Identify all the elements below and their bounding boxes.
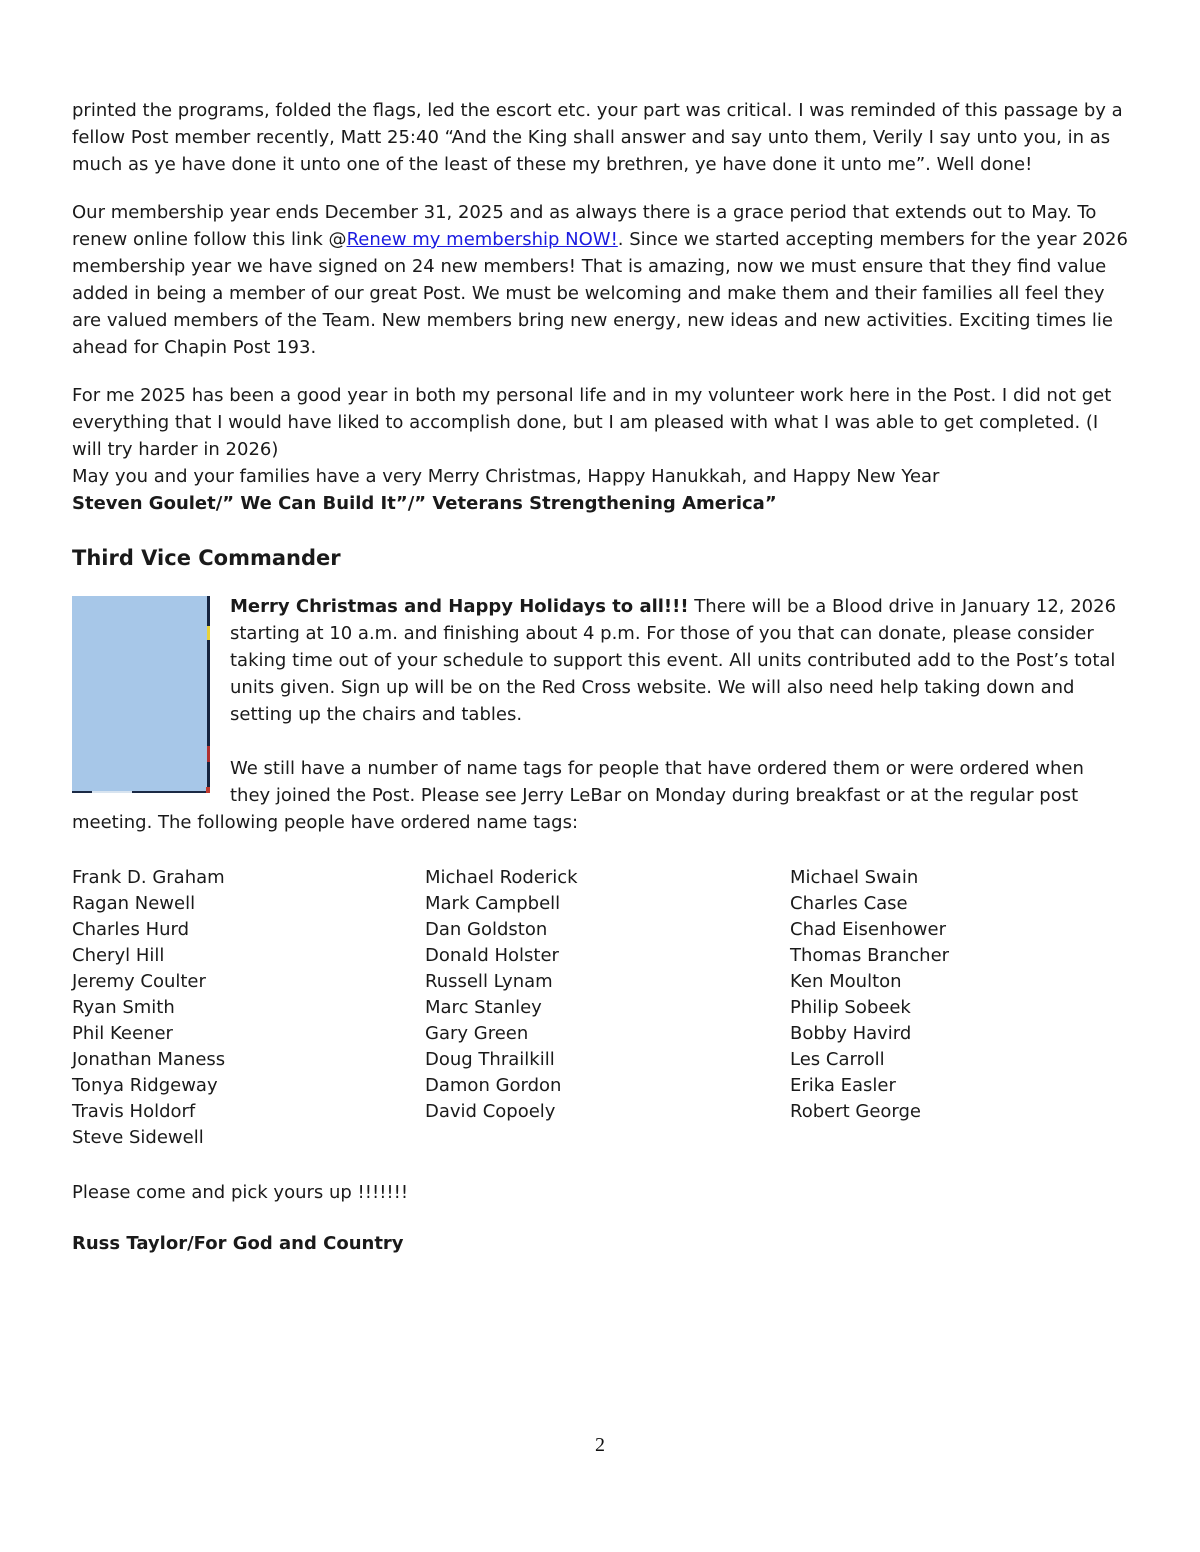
name-list-item: Steve Sidewell: [72, 1127, 204, 1148]
name-list-item: Frank D. Graham: [72, 867, 225, 888]
photo-bottom-mark: [92, 791, 132, 793]
name-list-item: Tonya Ridgeway: [72, 1075, 218, 1096]
signature-russ-taylor: Russ Taylor/For God and Country: [72, 1233, 404, 1254]
paragraph-year-review: For me 2025 has been a good year in both my personal life and in my volunteer work here in the Post. I did not get everything that I would have liked to accomplish done, but I am pleased with what I was able to get completed. (I will try harder in 2026): [72, 385, 1112, 460]
name-list-item: Charles Hurd: [72, 919, 190, 940]
name-list-item: Les Carroll: [790, 1049, 885, 1070]
name-list-item: Ryan Smith: [72, 997, 175, 1018]
name-list-item: Russell Lynam: [425, 971, 553, 992]
paragraph-nametags: We still have a number of name tags for people that have ordered them or were ordered when they joined the Post. Please see Jerry LeBar on Monday during breakfast or at the regular post meeting. The following people have ordered name tags:: [72, 758, 1084, 833]
membership-text-before: Our membership year ends December 31, 2025 and as always there is a grace period that extends out to May. To renew online follow this link @: [72, 202, 1097, 250]
photo-placeholder: [72, 596, 210, 793]
name-list-item: Doug Thrailkill: [425, 1049, 555, 1070]
name-list-item: Chad Eisenhower: [790, 919, 947, 940]
name-list-item: Ken Moulton: [790, 971, 902, 992]
name-list-item: Dan Goldston: [425, 919, 548, 940]
name-list-item: Thomas Brancher: [790, 945, 950, 966]
name-list-item: Gary Green: [425, 1023, 529, 1044]
name-list-item: David Copoely: [425, 1101, 556, 1122]
photo-edge-mark-red: [207, 746, 210, 762]
name-column-1: [72, 865, 425, 1151]
name-list-item: Robert George: [790, 1101, 922, 1122]
blood-drive-bold-intro: Merry Christmas and Happy Holidays to all!!!: [230, 596, 689, 617]
name-list-item: Philip Sobeek: [790, 997, 911, 1018]
name-list-item: Charles Case: [790, 893, 908, 914]
name-list-item: Marc Stanley: [425, 997, 542, 1018]
name-list-item: Phil Keener: [72, 1023, 173, 1044]
signature-steven-goulet: Steven Goulet/” We Can Build It”/” Veterans Strengthening America”: [72, 493, 777, 514]
paragraph-blood-drive: [72, 593, 1128, 728]
name-list-item: Mark Campbell: [425, 893, 561, 914]
name-list-item: Jeremy Coulter: [72, 971, 206, 992]
blood-drive-section: [72, 593, 1128, 836]
paragraph-holiday-wish: May you and your families have a very Merry Christmas, Happy Hanukkah, and Happy New Year: [72, 466, 940, 487]
page-number: 2: [595, 1434, 605, 1456]
name-tag-list: [72, 865, 1128, 1151]
name-column-3: [790, 865, 1128, 1151]
name-list-item: Travis Holdorf: [72, 1101, 196, 1122]
name-list-item: Cheryl Hill: [72, 945, 165, 966]
name-column-2: [425, 865, 790, 1151]
paragraph-pickup: Please come and pick yours up !!!!!!!: [72, 1182, 409, 1203]
name-list-item: Erika Easler: [790, 1075, 896, 1096]
name-list-item: Jonathan Maness: [72, 1049, 226, 1070]
paragraph-membership: [72, 199, 1128, 361]
paragraph-intro: printed the programs, folded the flags, led the escort etc. your part was critical. I was reminded of this passage by a fellow Post member recently, Matt 25:40 “And the King shall answer and say unto them, Verily I say unto you, in as much as ye have done it unto one of the least of these my brethren, ye have done it unto me”. Well done!: [72, 100, 1123, 175]
name-list-item: Michael Roderick: [425, 867, 578, 888]
blood-drive-body: There will be a Blood drive in January 12, 2026 starting at 10 a.m. and finishing about 4 p.m. For those of you that can donate, please consider taking time out of your schedule to support this event. All units contributed add to the Post’s total units given. Sign up will be on the Red Cross website. We will also need help taking down and setting up the chairs and tables.: [230, 596, 1117, 725]
photo-corner-mark: [206, 787, 210, 793]
photo-edge-mark-yellow: [207, 626, 210, 640]
name-list-item: Ragan Newell: [72, 893, 196, 914]
membership-text-after: . Since we started accepting members for the year 2026 membership year we have signed on 24 new members! That is amazing, now we must ensure that they find value added in being a member of our great Post. We must be welcoming and make them and their families all feel they are valued members of the Team. New members bring new energy, new ideas and new activities. Exciting times lie ahead for Chapin Post 193.: [72, 229, 1128, 358]
renew-membership-link[interactable]: Renew my membership NOW!: [346, 229, 618, 250]
name-list-item: Donald Holster: [425, 945, 559, 966]
name-list-item: Michael Swain: [790, 867, 919, 888]
name-list-item: Damon Gordon: [425, 1075, 562, 1096]
name-list-item: Bobby Havird: [790, 1023, 912, 1044]
heading-third-vice-commander: Third Vice Commander: [72, 546, 341, 570]
